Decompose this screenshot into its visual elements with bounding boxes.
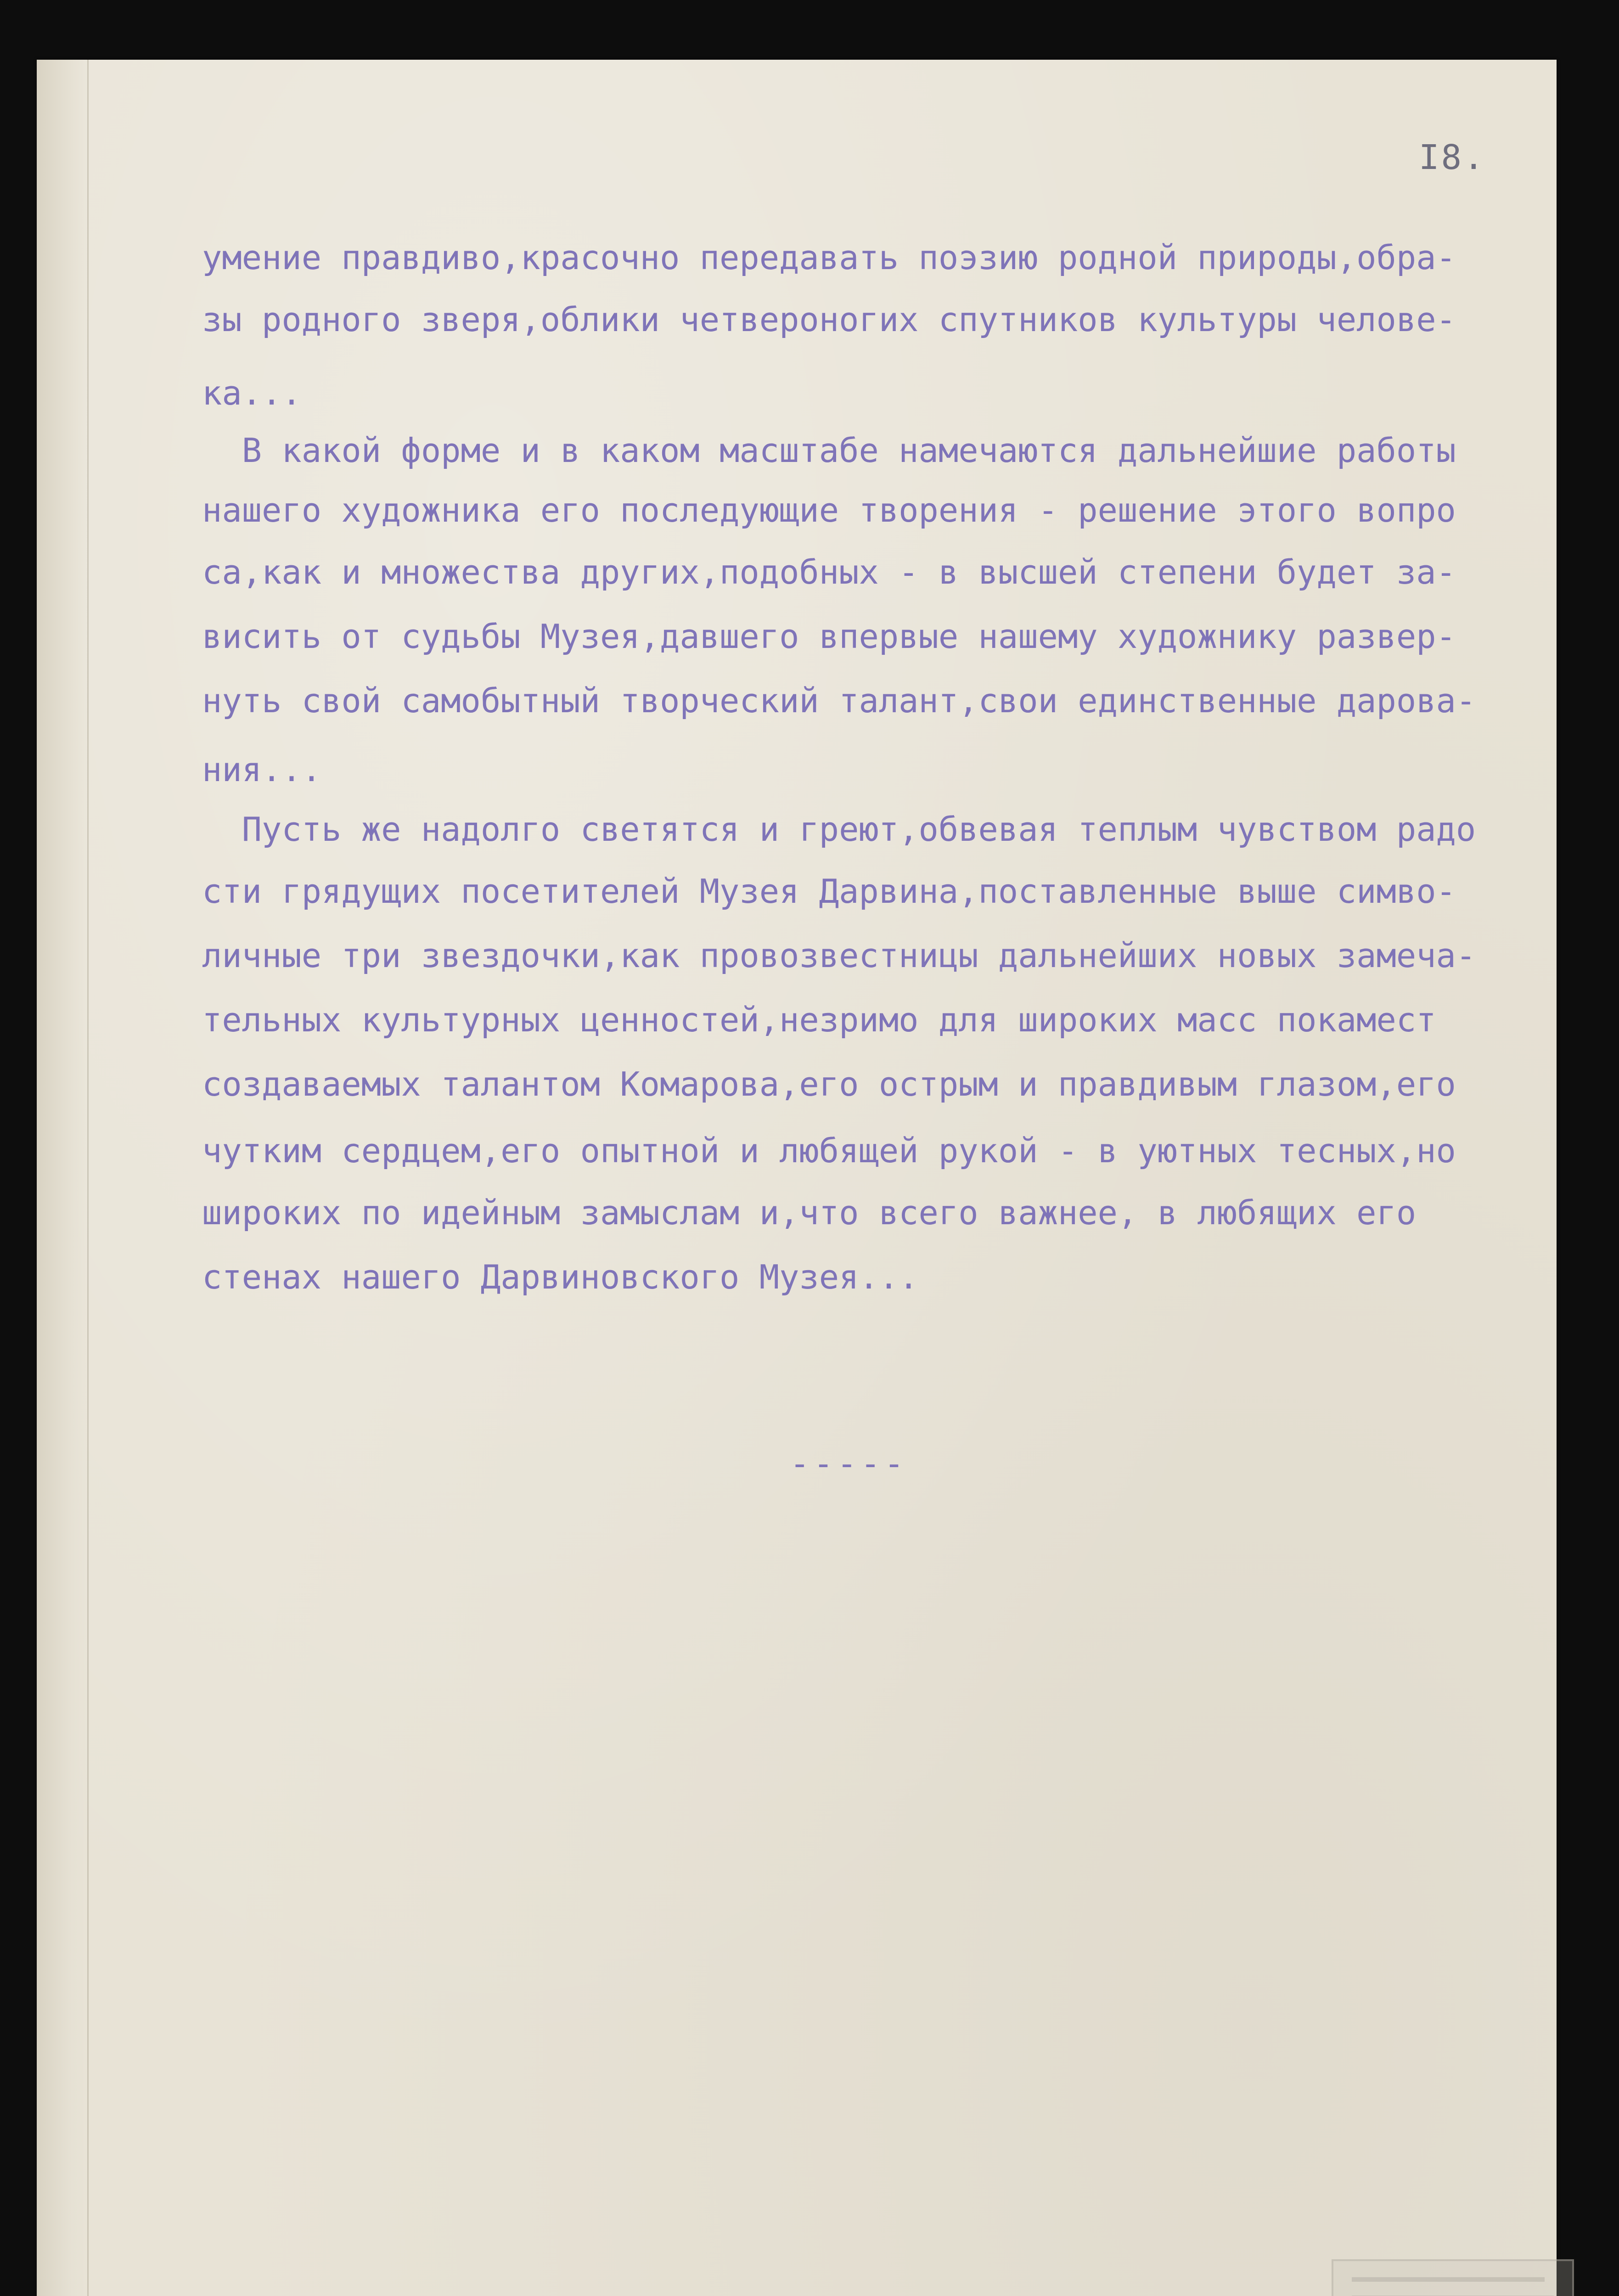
section-separator: -----	[790, 1444, 908, 1483]
stamp-line	[1352, 2277, 1545, 2282]
text-line: ка...	[202, 374, 302, 412]
text-line: умение правдиво,красочно передавать поэзию родной природы,обра-	[202, 238, 1456, 277]
text-line: са,как и множества других,подобных - в высшей степени будет за-	[202, 553, 1456, 591]
page-left-fold	[37, 60, 87, 2296]
archive-stamp	[1332, 2259, 1574, 2296]
text-line: широких по идейным замыслам и,что всего важнее, в любящих его	[202, 1193, 1417, 1232]
text-line: нуть свой самобытный творческий талант,свои единственные дарова-	[202, 681, 1476, 720]
page-number: I8.	[1419, 138, 1486, 177]
text-line: стенах нашего Дарвиновского Музея...	[202, 1258, 919, 1296]
page-fold-line	[87, 60, 89, 2296]
text-line: ния...	[202, 750, 322, 789]
text-line: чутким сердцем,его опытной и любящей рукой - в уютных тесных,но	[202, 1131, 1456, 1170]
text-line: висить от судьбы Музея,давшего впервые нашему художнику развер-	[202, 617, 1456, 656]
text-line: Пусть же надолго светятся и греют,обвевая теплым чувством радо	[202, 810, 1476, 849]
text-line: нашего художника его последующие творения - решение этого вопро	[202, 491, 1456, 529]
text-line: личные три звездочки,как провозвестницы дальнейших новых замеча-	[202, 936, 1476, 975]
text-line: тельных культурных ценностей,незримо для широких масс покамест	[202, 1001, 1436, 1039]
text-line: зы родного зверя,облики четвероногих спутников культуры челове-	[202, 300, 1456, 339]
text-line: В какой форме и в каком масштабе намечаются дальнейшие работы	[202, 431, 1456, 470]
text-line: создаваемых талантом Комарова,его острым и правдивым глазом,его	[202, 1065, 1456, 1103]
text-line: сти грядущих посетителей Музея Дарвина,поставленные выше симво-	[202, 872, 1456, 911]
